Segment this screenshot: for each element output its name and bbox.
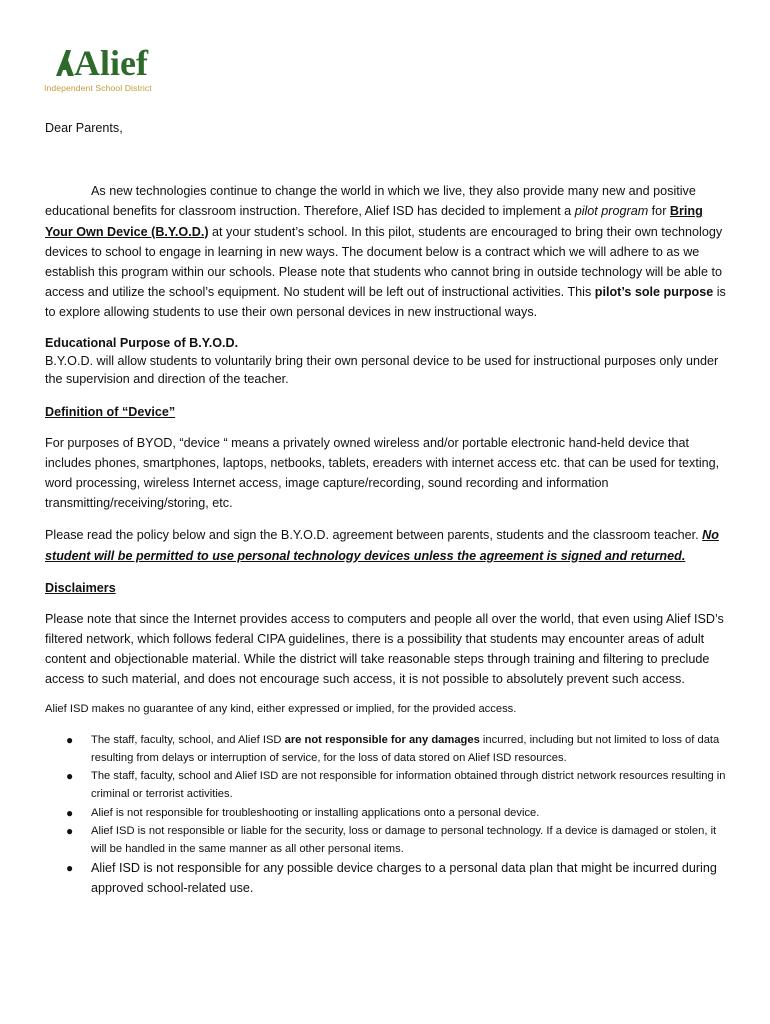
alief-logo-mark <box>44 40 174 82</box>
intro-paragraph: As new technologies continue to change the world in which we live, they also provide many new and positive educational benefits for classroom instruction. Therefore, Alief ISD has decided to implement a pilot program for Bring Your Own Device (B.Y.O.D.) at your student’s school. In this pilot, students are encouraged to bring their own technology devices to school to engage in learning in new ways. The document below is a contract which we will adhere to as we establish this program within our schools. Please note that students who cannot bring in outside technology will be able to access and utilize the school’s equipment. No student will be left out of instructional activities. This pilot’s sole purpose is to explore allowing students to use their own personal devices in new instructional ways. <box>45 184 726 320</box>
disclaimers-body: Please note that since the Internet provides access to computers and people all over the world, that even using Alief ISD’s filtered network, which follows federal CIPA guidelines, there is a possibility that students may encounter areas of adult content and objectionable material. While the district will take reasonable steps through training and filtering to preclude access to such material, and does not encourage such access, it is not possible to absolutely prevent such access. <box>45 611 724 687</box>
letter-body <box>45 118 728 899</box>
list-item: ● Alief ISD is not responsible or liable for the security, loss or damage to personal technology. If a device is damaged or stolen, it will be handled in the same manner as all other personal items. <box>66 823 717 856</box>
list-item: ● The staff, faculty, school, and Alief ISD are not responsible for any damages incurred, including but not limited to loss of data resulting from delays or interruption of service, for the loss of data stored on Alief ISD resources. <box>66 732 720 765</box>
pilot-program-text: pilot program <box>574 204 649 219</box>
disclaimers-heading: Disclaimers <box>45 580 116 595</box>
bullet-icon: ● <box>66 769 74 784</box>
definition-body: For purposes of BYOD, “device “ means a privately owned wireless and/or portable electronic hand-held device that includes phones, smartphones, laptops, netbooks, tablets, ereaders with internet access etc. that can be used for texting, word processing, wireless Internet access, image capture/recording, sound recording and information transmitting/receiving/storing, etc. <box>45 435 720 511</box>
bullet-icon: ● <box>66 823 74 838</box>
logo-district-name: Independent School District <box>44 83 152 93</box>
disclaimer-list <box>45 731 728 899</box>
alief-isd-logo <box>44 40 174 96</box>
policy-warning: No student will be permitted to use personal technology devices unless the agreement is signed and returned. <box>45 528 719 563</box>
list-item: ● The staff, faculty, school and Alief ISD are not responsible for information obtained through district network resources resulting in criminal or terrorist activities. <box>66 769 726 801</box>
bullet-icon: ● <box>66 805 74 820</box>
definition-heading: Definition of “Device” <box>45 404 176 419</box>
logo-brand-text: Alief <box>74 43 148 82</box>
policy-paragraph: Please read the policy below and sign the B.Y.O.D. agreement between parents, students and the classroom teacher. No student will be permitted to use personal technology devices unless the agreement is signed and returned. <box>45 528 719 563</box>
guarantee-text: Alief ISD makes no guarantee of any kind, either expressed or implied, for the provided access. <box>45 702 517 715</box>
greeting: Dear Parents, <box>45 121 123 135</box>
list-item: ● Alief ISD is not responsible for any possible device charges to a personal data plan that might be incurred during approved school-related use. <box>91 858 728 898</box>
bullet-icon: ● <box>66 732 74 747</box>
byod-title: Bring Your Own Device (B.Y.O.D.) <box>45 204 703 239</box>
bullet-icon: ● <box>66 861 74 876</box>
list-item: ● Alief is not responsible for troubleshooting or installing applications onto a personal device. <box>91 804 728 822</box>
damages-text: are not responsible for any damages <box>284 733 480 746</box>
edu-purpose-body: B.Y.O.D. will allow students to voluntarily bring their own personal device to be used for instructional purposes only under the supervision and direction of the teacher. <box>45 353 719 387</box>
edu-purpose-heading: Educational Purpose of B.Y.O.D. <box>45 335 239 350</box>
pilot-purpose-text: pilot’s sole purpose <box>594 285 714 300</box>
